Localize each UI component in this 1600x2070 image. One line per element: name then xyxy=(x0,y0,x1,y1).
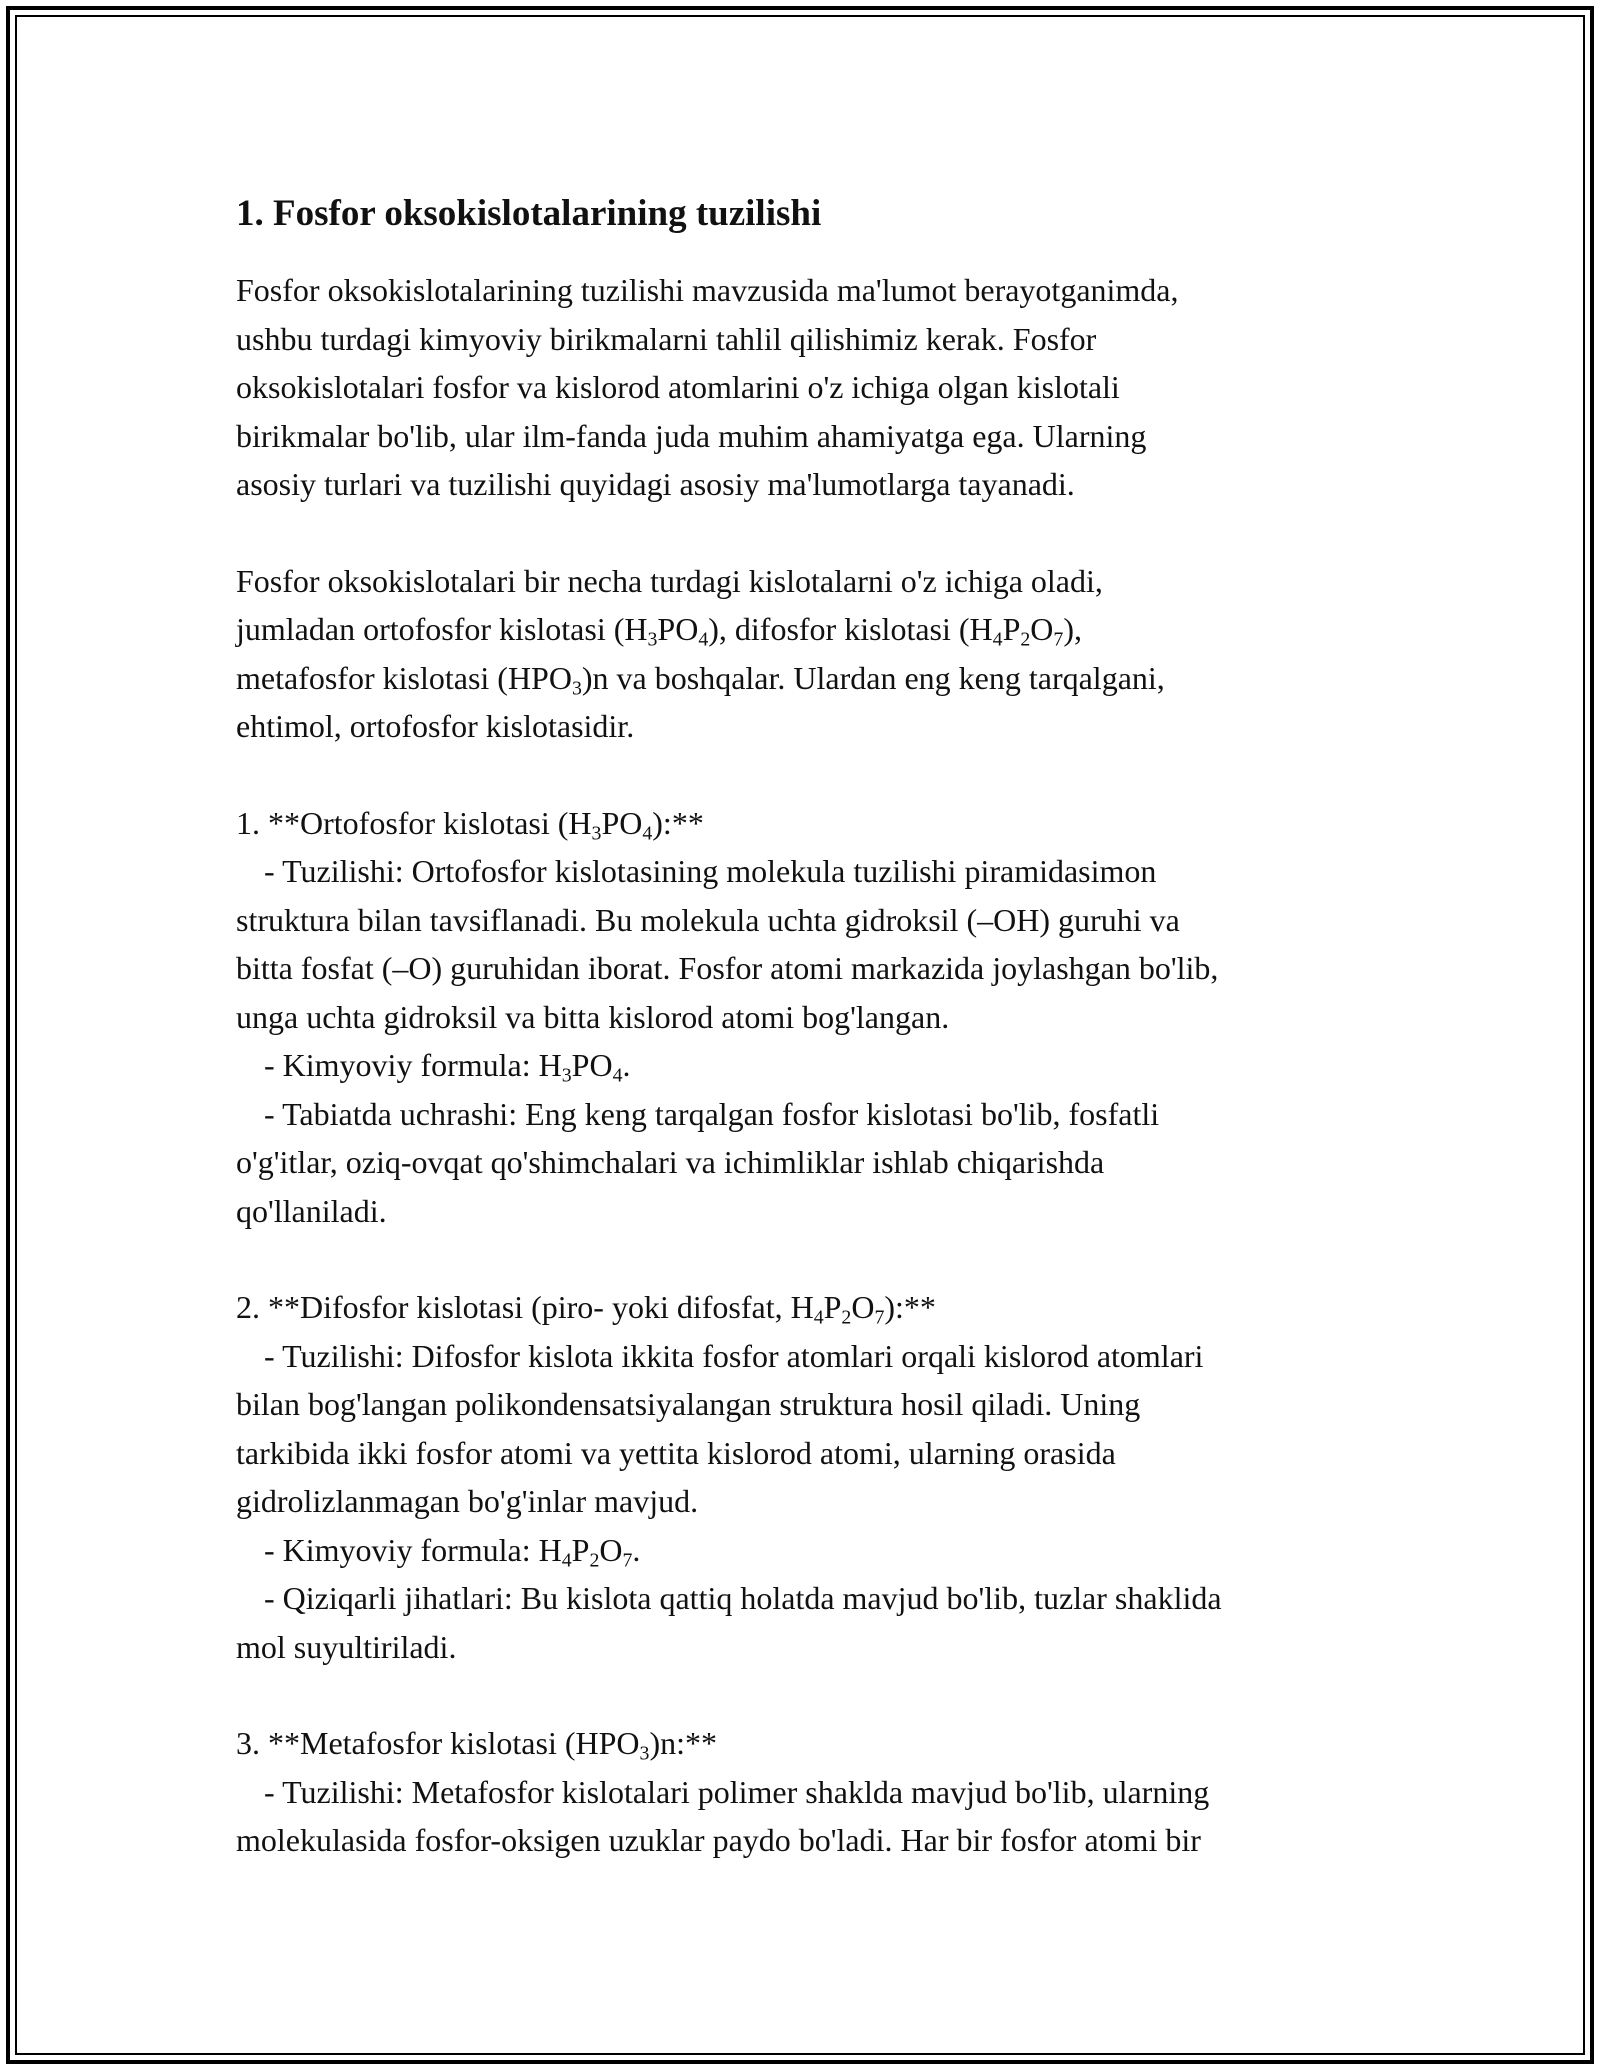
text-line: unga uchta gidroksil va bitta kislorod atomi bog'langan. xyxy=(236,998,950,1035)
list-item-heading: 2. **Difosfor kislotasi (piro- yoki difosfat, $H_4P_2O_7):**$ xyxy=(236,1289,936,1329)
text-line: birikmalar bo'lib, ular ilm-fanda juda muhim ahamiyatga ega. Ularning xyxy=(236,417,1147,454)
section-heading: 1. Fosfor oksokislotalarining tuzilishi xyxy=(236,193,822,234)
text-line: - Tuzilishi: Metafosfor kislotalari polimer shaklda mavjud bo'lib, ularning xyxy=(264,1773,1210,1810)
formula-line: - Kimyoviy formula: $H_4P_2O_7$. xyxy=(264,1531,641,1572)
text-line: molekulasida fosfor-oksigen uzuklar paydo bo'ladi. Har bir fosfor atomi bir xyxy=(236,1822,1201,1858)
document-body xyxy=(236,186,1386,1865)
text-line: struktura bilan tavsiflanadi. Bu molekula uchta gidroksil (–OH) guruhi va xyxy=(236,901,1180,938)
text-line: - Qiziqarli jihatlari: Bu kislota qattiq holatda mavjud bo'lib, tuzlar shaklida xyxy=(264,1580,1222,1616)
list-item-heading: 3. **Metafosfor kislotasi $(HPO_3)n:**$ xyxy=(236,1725,717,1765)
paragraph-gap xyxy=(236,1671,1386,1719)
formula-line: - Kimyoviy formula: $H_3PO_4$. xyxy=(264,1047,631,1087)
text-line: ehtimol, ortofosfor kislotasidir. xyxy=(236,708,635,744)
text-line: bilan bog'langan polikondensatsiyalangan struktura hosil qiladi. Uning xyxy=(236,1386,1141,1422)
text-line: Fosfor oksokislotalari bir necha turdagi kislotalarni o'z ichiga oladi, xyxy=(236,562,1103,599)
text-line: ushbu turdagi kimyoviy birikmalarni tahlil qilishimiz kerak. Fosfor xyxy=(236,320,1097,357)
text-line: - Tabiatda uchrashi: Eng keng tarqalgan fosfor kislotasi bo'lib, fosfatli xyxy=(264,1095,1160,1132)
text-line: Fosfor oksokislotalarining tuzilishi mavzusida ma'lumot berayotganimda, xyxy=(236,272,1179,308)
text-line: jumladan ortofosfor kislotasi $(H_3PO_4)$, difosfor kislotasi $(H_4P_2O_7)$, xyxy=(236,611,1082,651)
text-line: bitta fosfat (–O) guruhidan iborat. Fosfor atomi markazida joylashgan bo'lib, xyxy=(236,950,1219,986)
text-line: asosiy turlari va tuzilishi quyidagi asosiy ma'lumotlarga tayanadi. xyxy=(236,466,1075,502)
text-line: - Tuzilishi: Difosfor kislota ikkita fosfor atomlari orqali kislorod atomlari xyxy=(264,1337,1204,1374)
text-line: metafosfor kislotasi $(HPO_3)n$ va boshqalar. Ulardan eng keng tarqalgani, xyxy=(236,659,1165,700)
text-line: qo'llaniladi. xyxy=(236,1192,387,1229)
list-item-heading: 1. **Ortofosfor kislotasi $(H_3PO_4):**$ xyxy=(236,804,704,845)
section-orthophosphoric xyxy=(236,799,1386,1236)
paragraph-gap xyxy=(236,509,1386,557)
paragraph-gap xyxy=(236,751,1386,799)
text-line: oksokislotalari fosfor va kislorod atomlarini o'z ichiga olgan kislotali xyxy=(236,369,1120,405)
types-paragraph xyxy=(236,557,1386,751)
section-metaphosphoric xyxy=(236,1719,1386,1865)
text-line: o'g'itlar, oziq-ovqat qo'shimchalari va ichimliklar ishlab chiqarishda xyxy=(236,1144,1105,1180)
intro-paragraph xyxy=(236,266,1386,509)
text-line: mol suyultiriladi. xyxy=(236,1628,457,1665)
section-diphosphoric xyxy=(236,1283,1386,1671)
text-line: tarkibida ikki fosfor atomi va yettita kislorod atomi, ularning orasida xyxy=(236,1434,1116,1471)
text-line: gidrolizlanmagan bo'g'inlar mavjud. xyxy=(236,1483,699,1519)
paragraph-gap xyxy=(236,1235,1386,1283)
text-line: - Tuzilishi: Ortofosfor kislotasining molekula tuzilishi piramidasimon xyxy=(264,853,1157,889)
